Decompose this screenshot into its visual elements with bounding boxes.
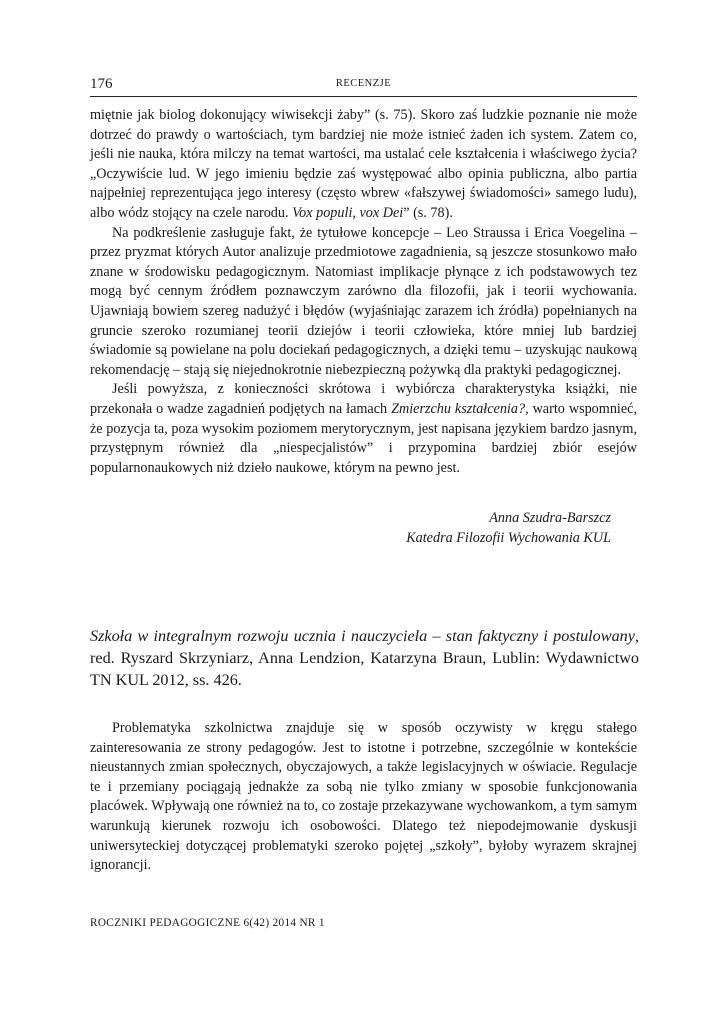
page-header: [90, 76, 637, 97]
review-signature: [406, 509, 611, 548]
review-1-text: [90, 106, 637, 478]
review-1-paragraph-2: Na podkreślenie zasługuje fakt, że tytułowe koncepcje – Leo Straussa i Erica Voegelina – przez pryzmat których Autor analizuje przedmiotowe zagadnienia, są jeszcze stosunkowo mało znane w środowisku pedagogicznym. Natomiast implikacje płynące z ich podstawowych tez mogą być cennym źródłem poznawczym zarówno dla filozofii, jak i teorii wychowania. Ujawniają bowiem szereg nadużyć i błędów (wyjaśniając zarazem ich źródła) popełnianych na gruncie szeroko rozumianej teorii dziejów i teorii człowieka, które mniej lub bardziej świadomie są powielane na polu dociekań pedagogicznych, a dzięki temu – uzyskując naukową rekomendację – stają się niejednokrotnie niebezpieczną pożywką dla praktyki pedagogicznej.: [90, 224, 637, 378]
signature-author: Anna Szudra-Barszcz: [489, 510, 611, 526]
journal-footer: ROCZNIKI PEDAGOGICZNE 6(42) 2014 NR 1: [90, 917, 325, 929]
book-title: Szkoła w integralnym rozwoju ucznia i nauczyciela – stan faktyczny i postulowany: [90, 627, 635, 645]
review-2-paragraph-1: Problematyka szkolnictwa znajduje się w sposób oczywisty w kręgu stałego zainteresowania ze strony pedagogów. Jest to istotne i potrzebne, szczególnie w kontekście nieustannych zmian społecznych, obyczajowych, a także legislacyjnych w oświacie. Regulacje te i przemiany pociągają jednakże za sobą nie tylko zmiany w sposobie funkcjonowania placówek. Wpływają one również na to, co zostaje przekazywane wychowankom, a tym samym warunkują kierunek rozwoju ich osobowości. Dlatego też niepodejmowanie dyskusji uniwersyteckiej dotyczącej problematyki szeroko pojętej „szkoły”, byłoby wyrazem skrajnej ignorancji.: [90, 720, 637, 874]
review-1-paragraph-3: Jeśli powyższa, z konieczności skrótowa i wybiórcza charakterystyka książki, nie przekonała o wadze zagadnień podjętych na łamach Zmierzchu kształcenia?, warto wspomnieć, że pozycja ta, poza wysokim poziomem merytorycznym, jest napisana językiem bardzo jasnym, przystępnym również dla „niespecjalistów” i przypomina bardziej zbiór esejów popularnonaukowych niż dzieło naukowe, którym na pewno jest.: [90, 381, 637, 476]
review-1-paragraph-1: miętnie jak biolog dokonujący wiwisekcji żaby” (s. 75). Skoro zaś ludzkie poznanie nie może dotrzeć do prawdy o wartościach, tym bardziej nie może istnieć żaden ich system. Zatem co, jeśli nie nauka, która milczy na temat wartości, ma ustalać cele kształcenia i właściwego życia? „Oczywiście lud. W jego imieniu będzie zaś występować albo opinia publiczna, albo partia najpełniej reprezentująca jego interesy (często wbrew «fałszywej świadomości» samego ludu), albo wódz stojący na czele narodu. Vox populi, vox Dei” (s. 78).: [90, 107, 637, 221]
book-details: , red. Ryszard Skrzyniarz, Anna Lendzion, Katarzyna Braun, Lublin: Wydawnictwo TN KUL 2012, ss. 426.: [90, 627, 639, 689]
review-2-text: [90, 719, 637, 876]
book-bibliographic-entry: [90, 626, 639, 691]
running-head: RECENZJE: [335, 78, 392, 89]
signature-affiliation: Katedra Filozofii Wychowania KUL: [406, 529, 611, 546]
page-number: 176: [90, 76, 113, 92]
